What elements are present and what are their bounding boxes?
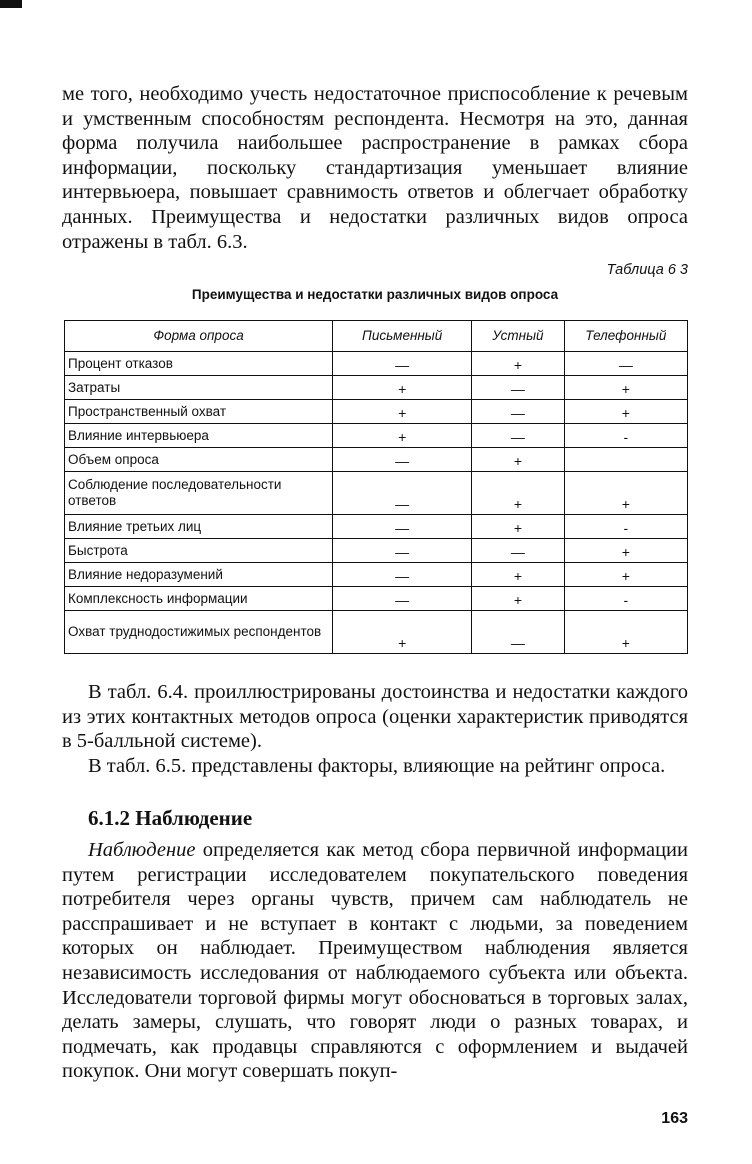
row-label: Пространственный охват — [65, 400, 333, 424]
table-row — [65, 448, 688, 472]
table-row — [65, 400, 688, 424]
survey-comparison-table — [64, 320, 688, 654]
row-label: Влияние интервьюера — [65, 424, 333, 448]
cell-oral: + — [472, 515, 564, 539]
paragraph-table-6-5: В табл. 6.5. представлены факторы, влияющие на рейтинг опроса. — [88, 755, 666, 777]
cell-telephone: + — [564, 563, 687, 587]
paragraph-table-6-4: В табл. 6.4. проиллюстрированы достоинства и недостатки каждого из этих контактных методов опроса (оценки характеристик приводятся в 5-балльной системе). — [62, 681, 688, 753]
cell-oral: — — [472, 611, 564, 654]
table-row — [65, 539, 688, 563]
row-label: Процент отказов — [65, 352, 333, 376]
cell-written: — — [333, 472, 472, 515]
cell-telephone: - — [564, 515, 687, 539]
cell-telephone: + — [564, 400, 687, 424]
cell-written: — — [333, 563, 472, 587]
header-oral: Устный — [472, 321, 564, 352]
cell-written: — — [333, 515, 472, 539]
cell-telephone: + — [564, 539, 687, 563]
cell-oral: + — [472, 448, 564, 472]
cell-oral: + — [472, 352, 564, 376]
row-label: Охват труднодостижимых респондентов — [65, 611, 333, 654]
term-observation: Наблюдение — [88, 839, 196, 861]
cell-oral: — — [472, 376, 564, 400]
cell-oral: + — [472, 472, 564, 515]
table-title: Преимущества и недостатки различных видов опроса — [191, 287, 559, 302]
cell-written: — — [333, 352, 472, 376]
table-row — [65, 376, 688, 400]
table-row — [65, 587, 688, 611]
cell-written: + — [333, 400, 472, 424]
table-row — [65, 611, 688, 654]
observation-definition: определяется как метод сбора первичной информации путем регистрации исследователем покупательского поведения потребителя через органы чувств, причем сам наблюдатель не расспрашивает и не вступает в контакт с людьми, за поведением которых он наблюдает. Преимуществом наблюдения является независимость исследования от наблюдаемого субъекта или объекта. Исследователи торговой фирмы могут обосноваться в торговых залах, делать замеры, слушать, что говорят люди о разных товарах, и подмечать, как продавцы справляются с оформлением и выдачей покупок. Они могут совершать покуп- — [62, 839, 688, 1083]
row-label: Комплексность информации — [65, 587, 333, 611]
paragraph-observation — [62, 838, 688, 1084]
table-header-row — [65, 321, 688, 352]
cell-oral: — — [472, 539, 564, 563]
row-label: Объем опроса — [65, 448, 333, 472]
cell-telephone — [564, 448, 687, 472]
cell-oral: — — [472, 400, 564, 424]
page-number: 163 — [661, 1110, 688, 1127]
cell-telephone: - — [564, 424, 687, 448]
table-row — [65, 424, 688, 448]
header-telephone: Телефонный — [564, 321, 687, 352]
cell-telephone: + — [564, 472, 687, 515]
section-heading: 6.1.2 Наблюдение — [88, 806, 253, 830]
row-label: Быстрота — [65, 539, 333, 563]
cell-telephone: + — [564, 376, 687, 400]
cell-written: — — [333, 587, 472, 611]
cell-oral: + — [472, 563, 564, 587]
cell-telephone: — — [564, 352, 687, 376]
corner-mark — [0, 0, 22, 8]
cell-written: + — [333, 611, 472, 654]
row-label: Соблюдение последовательности ответов — [65, 472, 333, 515]
cell-telephone: + — [564, 611, 687, 654]
table-row — [65, 472, 688, 515]
table-row — [65, 563, 688, 587]
row-label: Влияние недоразумений — [65, 563, 333, 587]
cell-written: — — [333, 448, 472, 472]
row-label: Влияние третьих лиц — [65, 515, 333, 539]
cell-written: + — [333, 424, 472, 448]
row-label: Затраты — [65, 376, 333, 400]
table-row — [65, 515, 688, 539]
cell-telephone: - — [564, 587, 687, 611]
paragraph-intro: ме того, необходимо учесть недостаточное приспособление к речевым и умственным способностям респондента. Несмотря на это, данная форма получила наибольшее распространение в рамках сбора информации, поскольку стандартизация уменьшает влияние интервьюера, повышает сравнимость ответов и облегчает обработку данных. Преимущества и недостатки различных видов опроса отражены в табл. 6.3. — [62, 83, 688, 253]
header-written: Письменный — [333, 321, 472, 352]
cell-written: + — [333, 376, 472, 400]
cell-written: — — [333, 539, 472, 563]
table-number: Таблица 6 3 — [606, 262, 688, 278]
cell-oral: + — [472, 587, 564, 611]
header-survey-form: Форма опроса — [65, 321, 333, 352]
cell-oral: — — [472, 424, 564, 448]
table-row — [65, 352, 688, 376]
